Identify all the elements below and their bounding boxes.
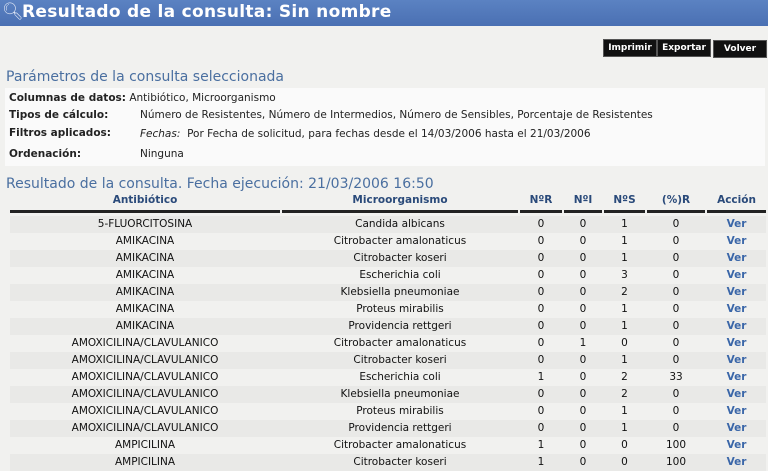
table-cell: AMOXICILINA/CLAVULANICO xyxy=(71,371,219,383)
export-button[interactable]: Exportar xyxy=(657,39,711,57)
table-cell: Candida albicans xyxy=(355,218,445,230)
ver-link[interactable]: Ver xyxy=(726,286,747,298)
table-cell: 0 xyxy=(537,303,545,315)
ver-link[interactable]: Ver xyxy=(726,303,747,315)
table-cell: 0 xyxy=(537,337,545,349)
table-cell: 33 xyxy=(669,371,683,383)
params-panel xyxy=(5,88,765,166)
table-cell: 0 xyxy=(537,388,545,400)
table-cell: 3 xyxy=(621,269,628,281)
table-cell: Citrobacter amalonaticus xyxy=(333,235,467,247)
ver-link[interactable]: Ver xyxy=(726,439,747,451)
ver-link[interactable]: Ver xyxy=(726,388,747,400)
table-cell: 100 xyxy=(665,439,687,451)
search-icon: 🔍︎ xyxy=(2,2,24,22)
param-value: Por Fecha de solicitud, para fechas desde el 14/03/2006 hasta el 21/03/2006 xyxy=(187,128,591,140)
table-cell: Citrobacter koseri xyxy=(353,456,447,468)
table-cell: 0 xyxy=(579,354,587,366)
table-cell: 0 xyxy=(579,320,587,332)
table-cell: 0 xyxy=(579,252,587,264)
ver-link[interactable]: Ver xyxy=(726,320,747,332)
column-header: Acción xyxy=(707,194,766,213)
table-cell: 0 xyxy=(537,286,545,298)
table-cell: 0 xyxy=(579,303,587,315)
ver-link[interactable]: Ver xyxy=(726,235,747,247)
results-heading: Resultado de la consulta. Fecha ejecución: 21/03/2006 16:50 xyxy=(6,176,434,192)
table-cell: 1 xyxy=(621,405,628,417)
table-cell: Citrobacter koseri xyxy=(353,252,447,264)
table-cell: 0 xyxy=(537,269,545,281)
table-cell: 0 xyxy=(537,218,545,230)
table-cell: Citrobacter amalonaticus xyxy=(333,439,467,451)
table-cell: 0 xyxy=(579,405,587,417)
table-cell: Proteus mirabilis xyxy=(356,303,444,315)
table-cell: 0 xyxy=(579,235,587,247)
table-cell: AMOXICILINA/CLAVULANICO xyxy=(71,422,219,434)
table-cell: AMPICILINA xyxy=(114,456,176,468)
table-cell: 0 xyxy=(537,235,545,247)
table-cell: 5-FLUORCITOSINA xyxy=(97,218,193,230)
table-cell: 0 xyxy=(672,422,680,434)
table-cell: 1 xyxy=(621,320,628,332)
table-cell: 0 xyxy=(537,252,545,264)
ver-link[interactable]: Ver xyxy=(726,456,747,468)
table-cell: 1 xyxy=(537,456,545,468)
ver-link[interactable]: Ver xyxy=(726,354,747,366)
param-label: Tipos de cálculo: xyxy=(9,109,109,121)
table-cell: 0 xyxy=(672,286,680,298)
table-cell: 0 xyxy=(579,388,587,400)
print-button[interactable]: Imprimir xyxy=(603,39,657,57)
table-cell: AMIKACINA xyxy=(115,252,175,264)
table-cell: 0 xyxy=(672,320,680,332)
table-cell: 0 xyxy=(672,303,680,315)
table-cell: 0 xyxy=(672,354,680,366)
table-cell: Proteus mirabilis xyxy=(356,405,444,417)
table-cell: 1 xyxy=(621,235,628,247)
table-cell: 0 xyxy=(672,235,680,247)
table-cell: AMOXICILINA/CLAVULANICO xyxy=(71,405,219,417)
table-cell: 1 xyxy=(537,439,545,451)
table-cell: AMPICILINA xyxy=(114,439,176,451)
table-cell: Citrobacter amalonaticus xyxy=(333,337,467,349)
table-cell: 0 xyxy=(672,405,680,417)
ver-link[interactable]: Ver xyxy=(726,371,747,383)
ver-link[interactable]: Ver xyxy=(726,252,747,264)
table-cell: 100 xyxy=(665,456,687,468)
table-cell: 2 xyxy=(621,371,628,383)
table-cell: AMIKACINA xyxy=(115,269,175,281)
table-cell: AMOXICILINA/CLAVULANICO xyxy=(71,337,219,349)
ver-link[interactable]: Ver xyxy=(726,269,747,281)
table-cell: 1 xyxy=(621,303,628,315)
param-label: Filtros aplicados: xyxy=(9,127,111,139)
table-cell: 0 xyxy=(672,388,680,400)
column-header: Antibiótico xyxy=(10,194,280,213)
table-cell: Klebsiella pneumoniae xyxy=(340,286,460,298)
column-header: NºI xyxy=(564,194,602,213)
param-value: Ninguna xyxy=(140,148,184,160)
table-cell: 0 xyxy=(621,439,628,451)
table-cell: Escherichia coli xyxy=(359,269,441,281)
param-prefix: Fechas: xyxy=(140,128,181,140)
table-cell: AMOXICILINA/CLAVULANICO xyxy=(71,354,219,366)
table-cell: AMIKACINA xyxy=(115,286,175,298)
table-cell: 0 xyxy=(579,286,587,298)
column-header: (%)R xyxy=(647,194,705,213)
table-cell: AMIKACINA xyxy=(115,235,175,247)
table-cell: 0 xyxy=(579,456,587,468)
table-cell: 0 xyxy=(537,405,545,417)
table-cell: 2 xyxy=(621,388,628,400)
table-cell: 0 xyxy=(579,218,587,230)
table-cell: Providencia rettgeri xyxy=(348,422,452,434)
table-cell: 1 xyxy=(621,252,628,264)
param-value: Antibiótico, Microorganismo xyxy=(129,92,276,104)
table-cell: 0 xyxy=(579,371,587,383)
column-header: Microorganismo xyxy=(282,194,518,213)
table-cell: AMOXICILINA/CLAVULANICO xyxy=(71,388,219,400)
table-cell: 1 xyxy=(537,371,545,383)
table-cell: 0 xyxy=(537,354,545,366)
table-cell: Escherichia coli xyxy=(359,371,441,383)
params-heading: Parámetros de la consulta seleccionada xyxy=(6,69,284,85)
title-bar xyxy=(0,0,768,26)
ver-link[interactable]: Ver xyxy=(726,405,747,417)
table-cell: 1 xyxy=(579,337,587,349)
table-cell: Providencia rettgeri xyxy=(348,320,452,332)
table-cell: 0 xyxy=(537,422,545,434)
back-button[interactable]: Volver xyxy=(713,40,767,58)
table-cell: AMIKACINA xyxy=(115,320,175,332)
column-header: NºR xyxy=(520,194,562,213)
table-cell: 1 xyxy=(621,422,628,434)
table-cell: 1 xyxy=(621,354,628,366)
param-label: Columnas de datos: xyxy=(9,92,126,104)
table-cell: 0 xyxy=(579,439,587,451)
table-cell: Klebsiella pneumoniae xyxy=(340,388,460,400)
table-cell: 0 xyxy=(621,337,628,349)
table-cell: 0 xyxy=(672,337,680,349)
table-cell: 0 xyxy=(672,218,680,230)
table-cell: 1 xyxy=(621,218,628,230)
table-cell: 0 xyxy=(537,320,545,332)
column-header: NºS xyxy=(604,194,645,213)
table-cell: 0 xyxy=(579,269,587,281)
table-cell: 0 xyxy=(579,422,587,434)
table-cell: 0 xyxy=(672,252,680,264)
param-value: Número de Resistentes, Número de Intermedios, Número de Sensibles, Porcentaje de Resistentes xyxy=(140,109,653,121)
table-cell: 2 xyxy=(621,286,628,298)
ver-link[interactable]: Ver xyxy=(726,422,747,434)
table-cell: Citrobacter koseri xyxy=(353,354,447,366)
ver-link[interactable]: Ver xyxy=(726,337,747,349)
param-label: Ordenación: xyxy=(9,148,82,160)
page-title: Resultado de la consulta: Sin nombre xyxy=(22,2,392,22)
ver-link[interactable]: Ver xyxy=(726,218,747,230)
table-cell: 0 xyxy=(672,269,680,281)
table-cell: 0 xyxy=(621,456,628,468)
table-cell: AMIKACINA xyxy=(115,303,175,315)
